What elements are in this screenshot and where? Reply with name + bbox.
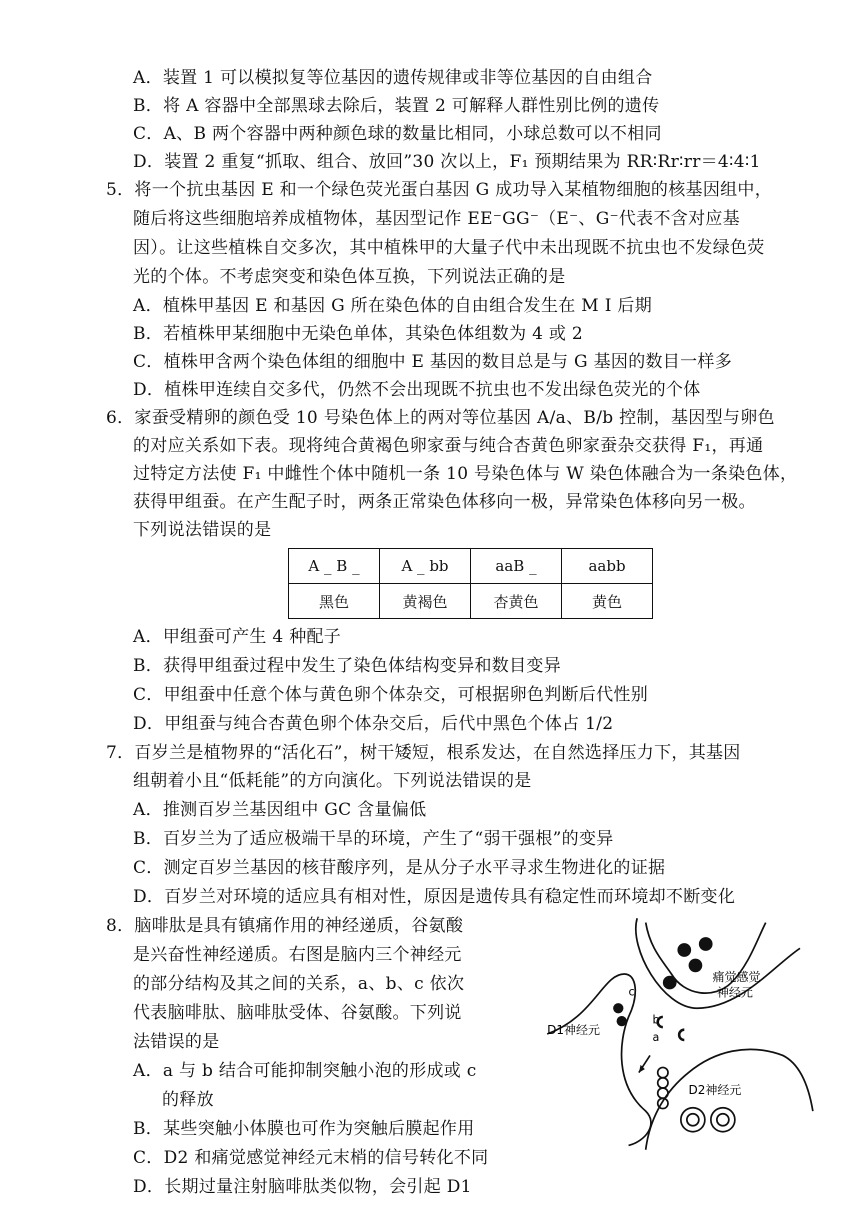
q6-stem-line: 下列说法错误的是	[133, 520, 272, 540]
table-cell-genotype: aabb	[562, 549, 653, 584]
label-pain-neuron-1: 痛觉感觉	[712, 969, 761, 984]
d2-neuron-membrane	[646, 1049, 813, 1149]
q7-option-b: B．百岁兰为了适应极端干旱的环境，产生了“弱干强根”的变异	[133, 829, 614, 849]
q4-option-a: A．装置 1 可以模拟复等位基因的遗传规律或非等位基因的自由组合	[133, 68, 653, 88]
table-cell-genotype: A _ bb	[380, 549, 471, 584]
q6-option-a: A．甲组蚕可产生 4 种配子	[133, 627, 342, 647]
table-row	[289, 584, 653, 619]
genotype-color-table	[288, 548, 653, 619]
q5-option-b: B．若植株甲某细胞中无染色单体，其染色体组数为 4 或 2	[133, 324, 584, 344]
q6-stem-line: 获得甲组蚕。在产生配子时，两条正常染色体移向一极，异常染色体移向另一极。	[133, 492, 756, 512]
q5-stem-line: 5．将一个抗虫基因 E 和一个绿色荧光蛋白基因 G 成功导入某植物细胞的核基因组中，	[106, 180, 773, 200]
neuron-synapse-figure	[520, 914, 840, 1154]
label-c: c	[628, 985, 635, 999]
q7-stem-line: 7．百岁兰是植物界的“活化石”，树干矮短，根系发达，在自然选择压力下，其基因	[106, 743, 741, 763]
q5-stem-line: 随后将这些细胞培养成植物体，基因型记作 EE⁻GG⁻（E⁻、G⁻代表不含对应基	[133, 209, 740, 229]
q8-stem-line: 代表脑啡肽、脑啡肽受体、谷氨酸。下列说	[133, 1003, 462, 1023]
q5-option-c: C．植株甲含两个染色体组的细胞中 E 基因的数目总是与 G 基因的数目一样多	[133, 352, 733, 372]
label-a: a	[652, 1030, 660, 1044]
q4-option-d: D．装置 2 重复“抓取、组合、放回”30 次以上，F₁ 预期结果为 RR∶Rr∶rr＝4∶4∶1	[133, 152, 761, 172]
q6-stem-line: 6．家蚕受精卵的颜色受 10 号染色体上的两对等位基因 A/a、B/b 控制，基因型与卵色	[106, 408, 775, 428]
q8-stem-line: 是兴奋性神经递质。右图是脑内三个神经元	[133, 945, 462, 965]
d2-vesicles	[681, 1108, 735, 1132]
label-pain-neuron-2: 神经元	[716, 985, 753, 1000]
label-d1-neuron: D1神经元	[547, 1023, 601, 1037]
table-cell-color: 黄色	[562, 584, 653, 619]
q4-option-c: C．A、B 两个容器中两种颜色球的数量比相同，小球总数可以不相同	[133, 124, 662, 144]
table-row	[289, 549, 653, 584]
table-cell-color: 黑色	[289, 584, 380, 619]
q6-option-b: B．获得甲组蚕过程中发生了染色体结构变异和数目变异	[133, 656, 561, 676]
q8-option-a: A．a 与 b 结合可能抑制突触小泡的形成或 c	[133, 1061, 477, 1081]
q7-option-a: A．推测百岁兰基因组中 GC 含量偏低	[133, 800, 427, 820]
q6-stem-line: 过特定方法使 F₁ 中雌性个体中随机一条 10 号染色体与 W 染色体融合为一条染色体，	[133, 464, 798, 484]
q6-stem-line: 的对应关系如下表。现将纯合黄褐色卵家蚕与纯合杏黄色卵家蚕杂交获得 F₁，再通	[133, 436, 764, 456]
q6-option-d: D．甲组蚕与纯合杏黄色卵个体杂交后，后代中黑色个体占 1/2	[133, 714, 614, 734]
label-d2-neuron: D2神经元	[688, 1083, 742, 1097]
c-vesicle	[613, 1003, 623, 1013]
q5-stem-line: 光的个体。不考虑突变和染色体互换，下列说法正确的是	[133, 267, 566, 287]
table-cell-color: 黄褐色	[380, 584, 471, 619]
receptor-b	[679, 1030, 684, 1040]
q8-option-d: D．长期过量注射脑啡肽类似物，会引起 D1	[133, 1177, 472, 1197]
table-cell-color: 杏黄色	[471, 584, 562, 619]
pain-neuron-vesicles	[663, 937, 713, 989]
q8-option-b: B．某些突触小体膜也可作为突触后膜起作用	[133, 1119, 475, 1139]
d1-neuron-membrane	[547, 974, 651, 1145]
table-cell-genotype: A _ B _	[289, 549, 380, 584]
q4-option-b: B．将 A 容器中全部黑球去除后，装置 2 可解释人群性别比例的遗传	[133, 96, 660, 116]
q5-option-d: D．植株甲连续自交多代，仍然不会出现既不抗虫也不发出绿色荧光的个体	[133, 380, 701, 400]
q7-stem-line: 组朝着小且“低耗能”的方向演化。下列说法错误的是	[133, 771, 532, 791]
q7-option-d: D．百岁兰对环境的适应具有相对性，原因是遗传具有稳定性而环境却不断变化	[133, 887, 736, 907]
q8-option-a-cont: 的释放	[162, 1090, 214, 1110]
q5-option-a: A．植株甲基因 E 和基因 G 所在染色体的自由组合发生在 M Ⅰ 后期	[133, 296, 653, 316]
q8-stem-line: 的部分结构及其之间的关系，a、b、c 依次	[133, 974, 465, 994]
q6-option-c: C．甲组蚕中任意个体与黄色卵个体杂交，可根据卵色判断后代性别	[133, 685, 649, 705]
label-b: b	[652, 1013, 660, 1027]
q8-stem-line: 法错误的是	[133, 1032, 220, 1052]
table-cell-genotype: aaB _	[471, 549, 562, 584]
q8-option-c: C．D2 和痛觉感觉神经元末梢的信号转化不同	[133, 1148, 489, 1168]
c-vesicle	[617, 1016, 627, 1026]
q8-stem-line: 8．脑啡肽是具有镇痛作用的神经递质，谷氨酸	[106, 916, 464, 936]
q5-stem-line: 因）。让这些植株自交多次，其中植株甲的大量子代中未出现既不抗虫也不发绿色荧	[133, 238, 765, 258]
q7-option-c: C．测定百岁兰基因的核苷酸序列，是从分子水平寻求生物进化的证据	[133, 858, 666, 878]
